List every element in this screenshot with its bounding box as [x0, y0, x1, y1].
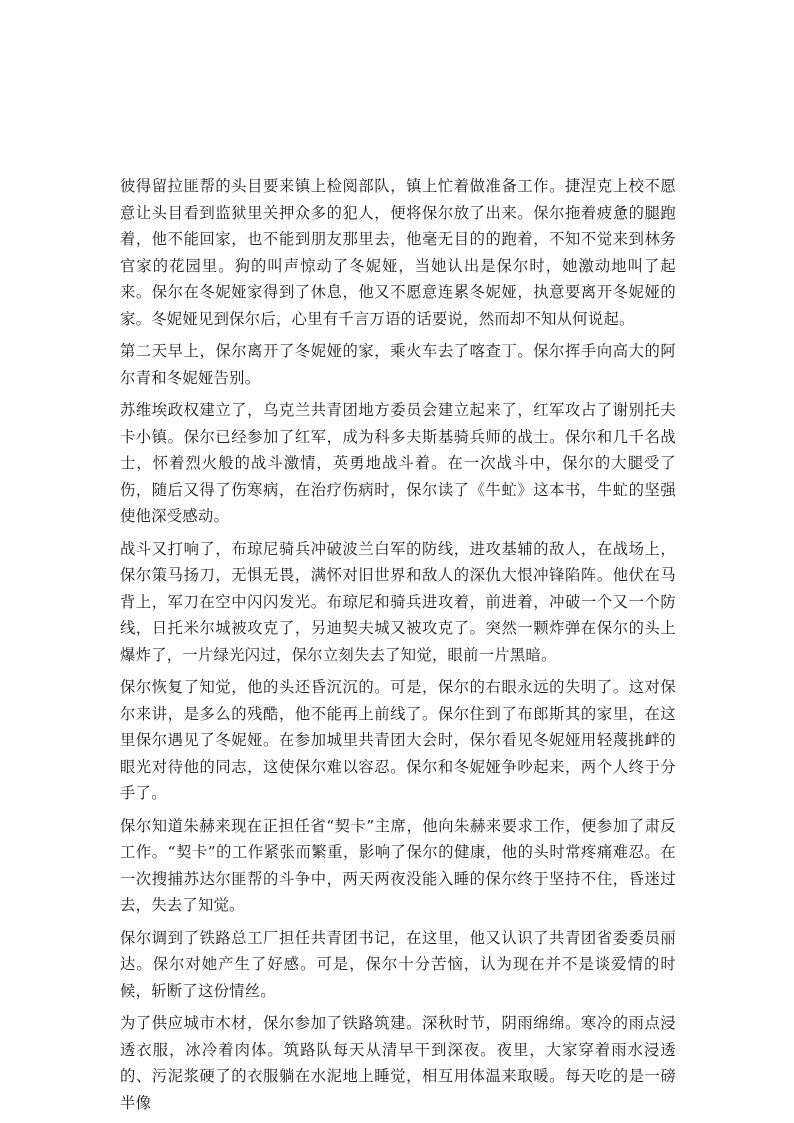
paragraph: 保尔恢复了知觉，他的头还昏沉沉的。可是，保尔的右眼永远的失明了。这对保尔来讲，是多么的残酷，他不能再上前线了。保尔住到了布郎斯其的家里，在这里保尔遇见了冬妮娅。在参加城里共青团大会时，保尔看见冬妮娅用轻蔑挑衅的眼光对待他的同志，这使保尔难以容忍。保尔和冬妮娅争吵起来，两个人终于分手了。 [120, 678, 676, 802]
paragraph: 第二天早上，保尔离开了冬妮娅的家，乘火车去了喀查丁。保尔挥手向高大的阿尔青和冬妮娅告别。 [120, 342, 676, 387]
paragraph: 为了供应城市木材，保尔参加了铁路筑建。深秋时节，阴雨绵绵。寒冷的雨点浸透衣服，冰冷着肉体。筑路队每天从清早干到深夜。夜里，大家穿着雨水浸透的、污泥浆硬了的衣服躺在水泥地上睡觉，相互用体温来取暖。每天吃的是一磅半像 [120, 1014, 676, 1112]
paragraph: 保尔调到了铁路总工厂担任共青团书记，在这里，他又认识了共青团省委委员丽达。保尔对她产生了好感。可是，保尔十分苦恼，认为现在并不是谈爱情的时候，斩断了这份情丝。 [120, 928, 676, 1000]
paragraph: 战斗又打响了，布琼尼骑兵冲破波兰白军的防线，进攻基辅的敌人，在战场上，保尔策马扬刀，无惧无畏，满怀对旧世界和敌人的深仇大恨冲锋陷阵。他伏在马背上，军刀在空中闪闪发光。布琼尼和骑兵进攻着，前进着，冲破一个又一个防线，日托米尔城被攻克了，另迪契夫城又被攻克了。突然一颗炸弹在保尔的头上爆炸了，一片绿光闪过，保尔立刻失去了知觉，眼前一片黑暗。 [120, 539, 676, 664]
document-page [120, 173, 676, 1122]
paragraph: 彼得留拉匪帮的头目要来镇上检阅部队，镇上忙着做准备工作。捷涅克上校不愿意让头目看到监狱里关押众多的犯人，便将保尔放了出来。保尔拖着疲惫的腿跑着，他不能回家，也不能到朋友那里去，他毫无目的的跑着，不知不觉来到林务官家的花园里。狗的叫声惊动了冬妮娅，当她认出是保尔时，她激动地叫了起来。保尔在冬妮娅家得到了休息，他又不愿意连累冬妮娅，执意要离开冬妮娅的家。冬妮娅见到保尔后，心里有千言万语的话要说，然而却不知从何说起。 [120, 177, 676, 328]
paragraph: 苏维埃政权建立了，乌克兰共青团地方委员会建立起来了，红军攻占了谢别托夫卡小镇。保尔已经参加了红军，成为科多夫斯基骑兵师的战士。保尔和几千名战士，怀着烈火般的战斗激情，英勇地战斗着。在一次战斗中，保尔的大腿受了伤，随后又得了伤寒病，在治疗伤病时，保尔读了《牛虻》这本书，牛虻的坚强使他深受感动。 [120, 401, 676, 525]
paragraph: 保尔知道朱赫来现在正担任省“契卡”主席，他向朱赫来要求工作，便参加了肃反工作。“契卡”的工作紧张而繁重，影响了保尔的健康，他的头时常疼痛难忍。在一次搜捕苏达尔匪帮的斗争中，两天两夜没能入睡的保尔终于坚持不住，昏迷过去，失去了知觉。 [120, 816, 676, 914]
